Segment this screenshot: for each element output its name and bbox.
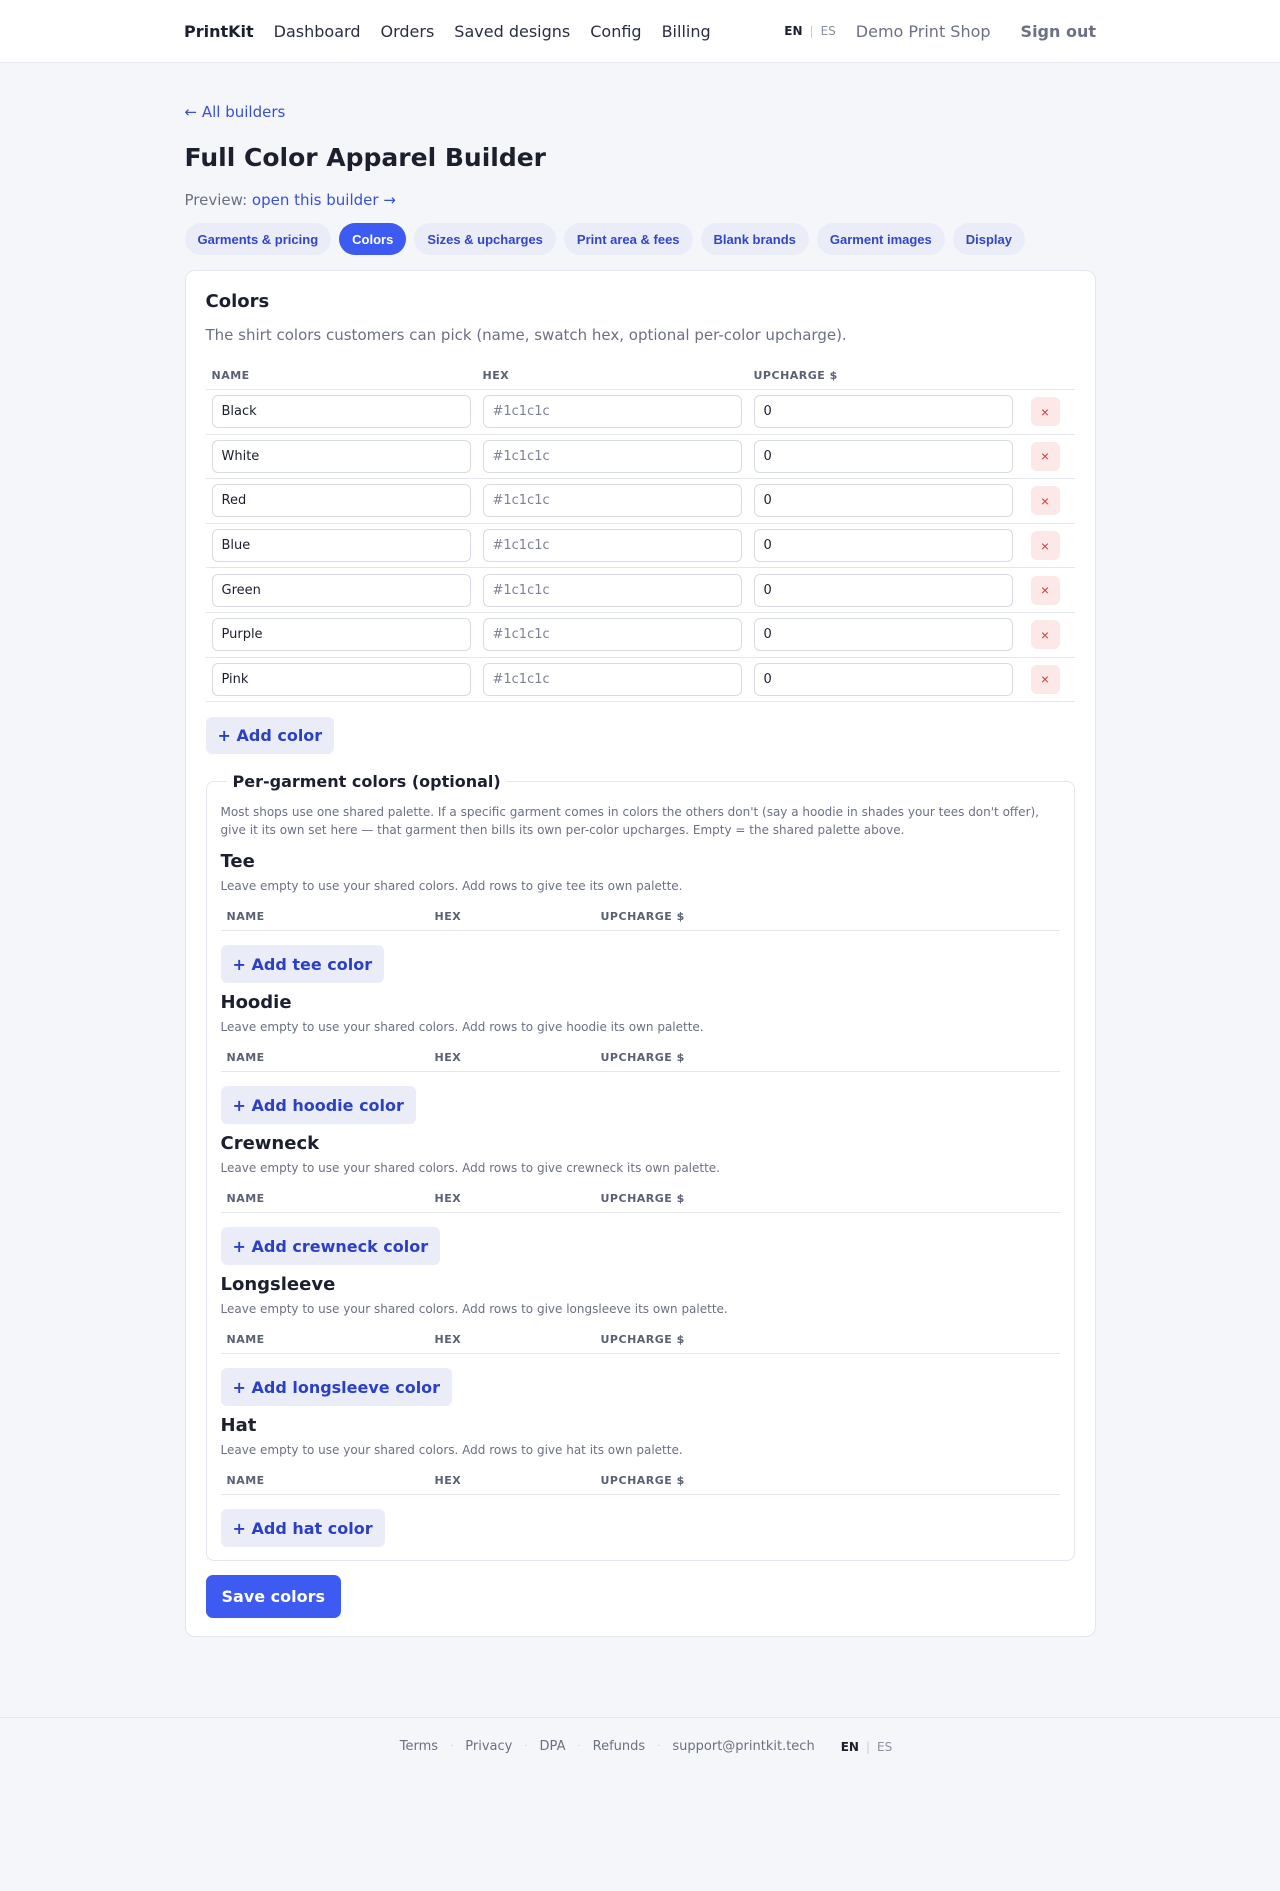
brand-logo[interactable]: PrintKit xyxy=(184,21,254,41)
garment-title: Hat xyxy=(220,1415,257,1437)
column-header-name: NAME xyxy=(226,910,265,924)
add-hoodie-color-button[interactable]: + Add hoodie color xyxy=(221,1086,416,1124)
footer xyxy=(0,1717,1280,1775)
color-hex-input[interactable] xyxy=(483,529,742,562)
table-row xyxy=(206,479,1075,524)
close-icon: × xyxy=(1040,537,1050,554)
column-header-name: NAME xyxy=(211,369,250,382)
tab-sizes-upcharges[interactable]: Sizes & upcharges xyxy=(414,223,556,255)
garment-tee-section xyxy=(221,851,1060,983)
page-title: Full Color Apparel Builder xyxy=(184,143,547,172)
header-right xyxy=(784,22,1096,41)
remove-row-button[interactable] xyxy=(1031,576,1060,605)
garment-crewneck-section xyxy=(221,1133,1060,1265)
tab-blank-brands[interactable]: Blank brands xyxy=(701,223,809,255)
color-name-input[interactable] xyxy=(212,618,471,651)
color-name-input[interactable] xyxy=(212,529,471,562)
preview-line xyxy=(185,191,1096,215)
garment-table-header xyxy=(221,1179,1060,1213)
column-header-hex: HEX xyxy=(434,1192,462,1206)
footer-separator: · xyxy=(577,1741,581,1753)
color-hex-input[interactable] xyxy=(483,663,742,696)
color-upcharge-input[interactable] xyxy=(754,529,1013,562)
colors-card xyxy=(185,270,1096,1637)
open-builder-link[interactable]: open this builder → xyxy=(251,191,396,209)
add-crewneck-color-button[interactable]: + Add crewneck color xyxy=(221,1227,441,1265)
footer-separator: · xyxy=(450,1741,454,1753)
remove-row-button[interactable] xyxy=(1031,486,1060,515)
column-header-hex: HEX xyxy=(482,369,510,382)
add-longsleeve-color-button[interactable]: + Add longsleeve color xyxy=(221,1368,453,1406)
color-name-input[interactable] xyxy=(212,440,471,473)
shop-name: Demo Print Shop xyxy=(855,21,991,41)
lang-en[interactable]: EN xyxy=(784,24,803,38)
remove-row-button[interactable] xyxy=(1031,620,1060,649)
column-header-hex: HEX xyxy=(434,1051,462,1065)
garment-hat-section xyxy=(221,1415,1060,1547)
main-nav xyxy=(274,22,711,41)
garment-title: Longsleeve xyxy=(220,1274,336,1296)
color-name-input[interactable] xyxy=(212,484,471,517)
lang-es[interactable]: ES xyxy=(876,1739,893,1754)
table-row xyxy=(206,435,1075,480)
remove-row-button[interactable] xyxy=(1031,665,1060,694)
builder-tabs xyxy=(185,223,1065,255)
colors-table xyxy=(206,362,1075,702)
colors-section-description: The shirt colors customers can pick (name, swatch hex, optional per-color upcharge). xyxy=(205,326,847,344)
nav-saved-designs[interactable]: Saved designs xyxy=(454,21,571,41)
garment-hoodie-section xyxy=(221,992,1060,1124)
per-garment-description: Most shops use one shared palette. If a specific garment comes in colors the others don't (say a hoodie in shades your tees don't offer), give it its own set here — that garment then bills its own per-color upcharges. Empty = the shared palette above. xyxy=(220,805,1039,838)
preview-label: Preview: xyxy=(184,191,248,209)
lang-es[interactable]: ES xyxy=(820,24,836,38)
footer-link-support-email[interactable]: support@printkit.tech xyxy=(672,1739,815,1755)
garment-description: Leave empty to use your shared colors. Add rows to give hoodie its own palette. xyxy=(220,1020,704,1035)
colors-table-header xyxy=(206,362,1075,390)
color-hex-input[interactable] xyxy=(483,484,742,517)
column-header-hex: HEX xyxy=(434,910,462,924)
language-switcher xyxy=(784,24,836,38)
per-garment-legend: Per-garment colors (optional) xyxy=(232,772,501,792)
garment-title: Crewneck xyxy=(220,1133,320,1155)
column-header-upcharge: UPCHARGE $ xyxy=(600,1474,685,1488)
tab-garments-pricing[interactable]: Garments & pricing xyxy=(185,223,332,255)
add-color-button[interactable]: + Add color xyxy=(206,717,335,754)
add-hat-color-button[interactable]: + Add hat color xyxy=(221,1509,385,1547)
column-header-hex: HEX xyxy=(434,1333,462,1347)
close-icon: × xyxy=(1040,671,1050,688)
column-header-name: NAME xyxy=(226,1333,265,1347)
color-name-input[interactable] xyxy=(212,395,471,428)
nav-dashboard[interactable]: Dashboard xyxy=(273,21,361,41)
lang-separator: | xyxy=(809,24,814,38)
garment-description: Leave empty to use your shared colors. Add rows to give crewneck its own palette. xyxy=(220,1161,720,1176)
footer-link-refunds[interactable]: Refunds xyxy=(592,1739,646,1755)
color-hex-input[interactable] xyxy=(483,574,742,607)
garment-table-header xyxy=(221,1038,1060,1072)
remove-row-button[interactable] xyxy=(1031,442,1060,471)
garment-table-header xyxy=(221,897,1060,931)
garment-table-header xyxy=(221,1461,1060,1495)
column-header-upcharge: UPCHARGE $ xyxy=(600,1051,685,1065)
remove-row-button[interactable] xyxy=(1031,531,1060,560)
garment-description: Leave empty to use your shared colors. Add rows to give tee its own palette. xyxy=(220,879,683,894)
tab-garment-images[interactable]: Garment images xyxy=(817,223,945,255)
close-icon: × xyxy=(1040,626,1050,643)
main-content xyxy=(185,63,1096,1637)
color-upcharge-input[interactable] xyxy=(754,440,1013,473)
table-row xyxy=(206,568,1075,613)
color-upcharge-input[interactable] xyxy=(754,618,1013,651)
footer-language-switcher xyxy=(841,1740,893,1754)
nav-billing[interactable]: Billing xyxy=(661,21,711,41)
color-upcharge-input[interactable] xyxy=(754,395,1013,428)
color-upcharge-input[interactable] xyxy=(754,574,1013,607)
color-name-input[interactable] xyxy=(212,663,471,696)
sign-out-button[interactable]: Sign out xyxy=(1020,21,1096,41)
garment-table-header xyxy=(221,1320,1060,1354)
remove-row-button[interactable] xyxy=(1031,397,1060,426)
column-header-name: NAME xyxy=(226,1192,265,1206)
lang-en[interactable]: EN xyxy=(840,1739,859,1754)
garment-title: Hoodie xyxy=(220,992,292,1014)
tab-print-area-fees[interactable]: Print area & fees xyxy=(564,223,693,255)
nav-config[interactable]: Config xyxy=(590,21,642,41)
footer-link-terms[interactable]: Terms xyxy=(399,1739,439,1755)
top-navbar xyxy=(0,0,1280,63)
garment-description: Leave empty to use your shared colors. Add rows to give hat its own palette. xyxy=(220,1443,683,1458)
column-header-name: NAME xyxy=(226,1474,265,1488)
colors-section-title: Colors xyxy=(205,291,270,312)
footer-link-dpa[interactable]: DPA xyxy=(539,1739,566,1755)
table-row xyxy=(206,658,1075,703)
column-header-upcharge: UPCHARGE $ xyxy=(600,1192,685,1206)
column-header-hex: HEX xyxy=(434,1474,462,1488)
nav-orders[interactable]: Orders xyxy=(380,21,435,41)
column-header-upcharge: UPCHARGE $ xyxy=(600,910,685,924)
table-row xyxy=(206,390,1075,435)
column-header-upcharge: UPCHARGE $ xyxy=(753,369,838,382)
close-icon: × xyxy=(1040,492,1050,509)
color-hex-input[interactable] xyxy=(483,395,742,428)
save-colors-button[interactable]: Save colors xyxy=(206,1575,342,1618)
tab-colors[interactable]: Colors xyxy=(339,223,406,255)
garment-longsleeve-section xyxy=(221,1274,1060,1406)
add-tee-color-button[interactable]: + Add tee color xyxy=(221,945,385,983)
footer-separator: · xyxy=(524,1741,528,1753)
table-row xyxy=(206,524,1075,569)
close-icon: × xyxy=(1040,448,1050,465)
footer-separator: · xyxy=(657,1741,661,1753)
column-header-name: NAME xyxy=(226,1051,265,1065)
color-upcharge-input[interactable] xyxy=(754,663,1013,696)
column-header-upcharge: UPCHARGE $ xyxy=(600,1333,685,1347)
garment-description: Leave empty to use your shared colors. Add rows to give longsleeve its own palette. xyxy=(220,1302,728,1317)
close-icon: × xyxy=(1040,403,1050,420)
tab-display[interactable]: Display xyxy=(953,223,1025,255)
garment-title: Tee xyxy=(220,851,255,873)
color-hex-input[interactable] xyxy=(483,618,742,651)
footer-link-privacy[interactable]: Privacy xyxy=(465,1739,513,1755)
all-builders-link[interactable]: ← All builders xyxy=(184,103,286,121)
per-garment-colors-fieldset xyxy=(206,772,1075,1561)
color-upcharge-input[interactable] xyxy=(754,484,1013,517)
color-hex-input[interactable] xyxy=(483,440,742,473)
close-icon: × xyxy=(1040,582,1050,599)
lang-separator: | xyxy=(865,1739,870,1754)
color-name-input[interactable] xyxy=(212,574,471,607)
table-row xyxy=(206,613,1075,658)
